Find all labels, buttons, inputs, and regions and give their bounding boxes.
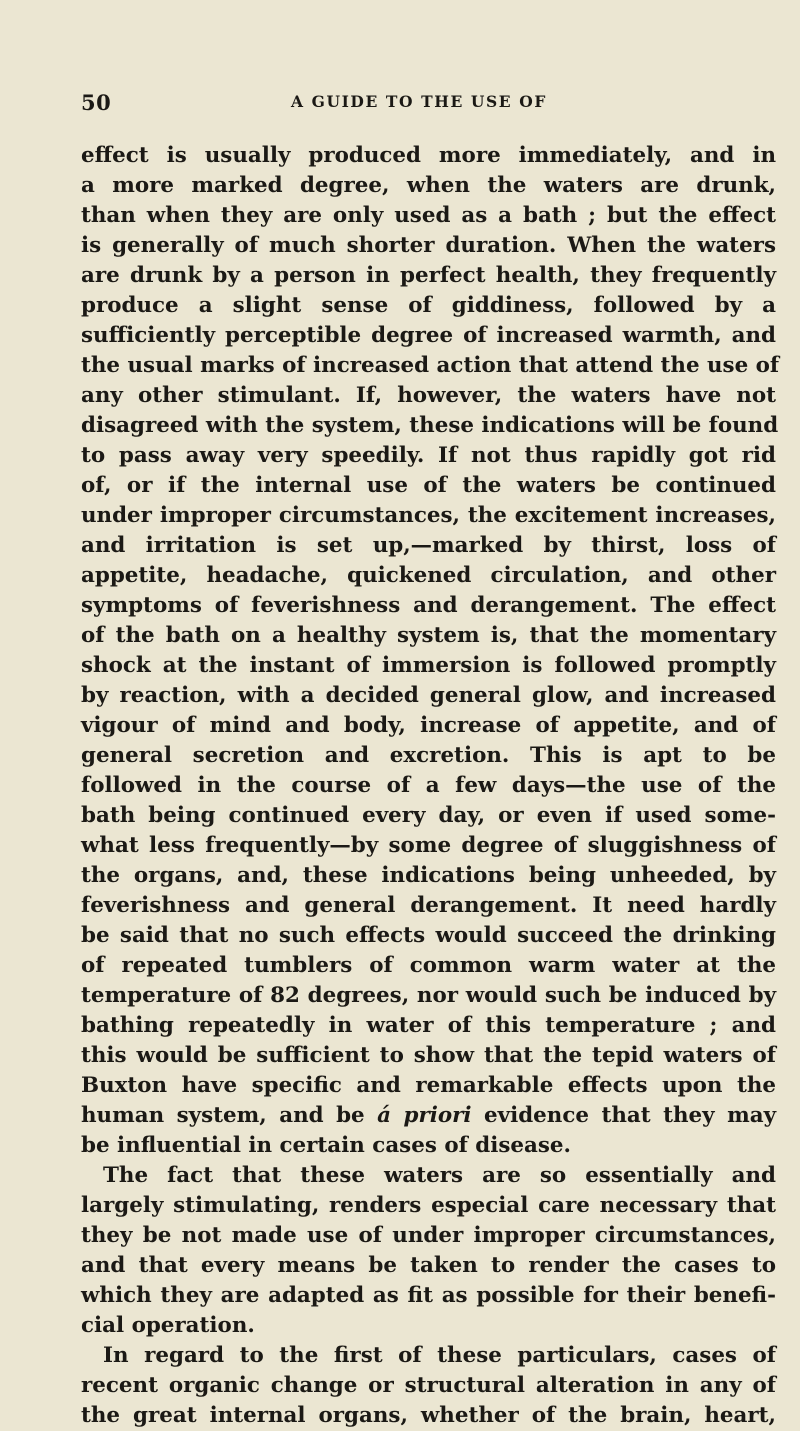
text-line: feverishness and general derangement. It need hardly xyxy=(81,893,776,918)
text-line: which they are adapted as fit as possible for their benefi- xyxy=(81,1283,776,1308)
text-line: a more marked degree, when the waters are drunk, xyxy=(81,173,776,198)
text-segment: evidence that they may xyxy=(484,1103,776,1128)
text-line: Buxton have specific and remarkable effects upon the xyxy=(81,1073,776,1098)
text-line: shock at the instant of immersion is followed promptly xyxy=(81,653,776,678)
text-line: be influential in certain cases of disease. xyxy=(81,1133,571,1158)
running-title: A GUIDE TO THE USE OF xyxy=(291,92,547,111)
text-segment: human system, and be xyxy=(81,1103,365,1128)
text-line: effect is usually produced more immediately, and in xyxy=(81,143,776,168)
text-line: cial operation. xyxy=(81,1313,255,1338)
text-line: temperature of 82 degrees, nor would such be induced by xyxy=(81,983,776,1008)
text-line: and irritation is set up,—marked by thirst, loss of xyxy=(81,533,776,558)
text-line: this would be sufficient to show that the tepid waters of xyxy=(81,1043,776,1068)
text-line: general secretion and excretion. This is apt to be xyxy=(81,743,776,768)
text-line: produce a slight sense of giddiness, followed by a xyxy=(81,293,776,318)
italic-phrase: á priori xyxy=(377,1103,472,1128)
text-line: be said that no such effects would succeed the drinking xyxy=(81,923,776,948)
text-line: to pass away very speedily. If not thus rapidly got rid xyxy=(81,443,776,468)
text-line: are drunk by a person in perfect health, they frequently xyxy=(81,263,776,288)
text-line: bathing repeatedly in water of this temperature ; and xyxy=(81,1013,776,1038)
text-line: sufficiently perceptible degree of increased warmth, and xyxy=(81,323,776,348)
text-line: The fact that these waters are so essentially and xyxy=(103,1163,776,1188)
body-text xyxy=(81,141,780,1431)
text-line: largely stimulating, renders especial care necessary that xyxy=(81,1193,776,1218)
text-line: recent organic change or structural alteration in any of xyxy=(81,1373,776,1398)
text-line: any other stimulant. If, however, the waters have not xyxy=(81,383,776,408)
text-line: and that every means be taken to render the cases to xyxy=(81,1253,776,1278)
text-line: appetite, headache, quickened circulation, and other xyxy=(81,563,776,588)
text-line: bath being continued every day, or even if used some- xyxy=(81,803,776,828)
text-line: is generally of much shorter duration. When the waters xyxy=(81,233,776,258)
text-line: of repeated tumblers of common warm water at the xyxy=(81,953,776,978)
text-line: the usual marks of increased action that attend the use of xyxy=(81,353,780,378)
page-number: 50 xyxy=(81,90,112,115)
text-line: disagreed with the system, these indications will be found xyxy=(81,413,779,438)
text-line: the great internal organs, whether of the brain, heart, xyxy=(81,1403,776,1428)
text-line xyxy=(81,1101,776,1131)
text-line: by reaction, with a decided general glow, and increased xyxy=(81,683,776,708)
text-line: followed in the course of a few days—the use of the xyxy=(81,773,776,798)
text-line: the organs, and, these indications being unheeded, by xyxy=(81,863,776,888)
text-line: than when they are only used as a bath ; but the effect xyxy=(81,203,776,228)
text-line: what less frequently—by some degree of sluggishness of xyxy=(81,833,776,858)
text-line: symptoms of feverishness and derangement. The effect xyxy=(81,593,776,618)
text-line: they be not made use of under improper circumstances, xyxy=(81,1223,776,1248)
running-head xyxy=(81,90,771,115)
text-line: In regard to the first of these particulars, cases of xyxy=(103,1343,776,1368)
text-line: of, or if the internal use of the waters be continued xyxy=(81,473,776,498)
text-line: vigour of mind and body, increase of appetite, and of xyxy=(81,713,776,738)
text-line: under improper circumstances, the excitement increases, xyxy=(81,503,776,528)
text-line: of the bath on a healthy system is, that the momentary xyxy=(81,623,776,648)
